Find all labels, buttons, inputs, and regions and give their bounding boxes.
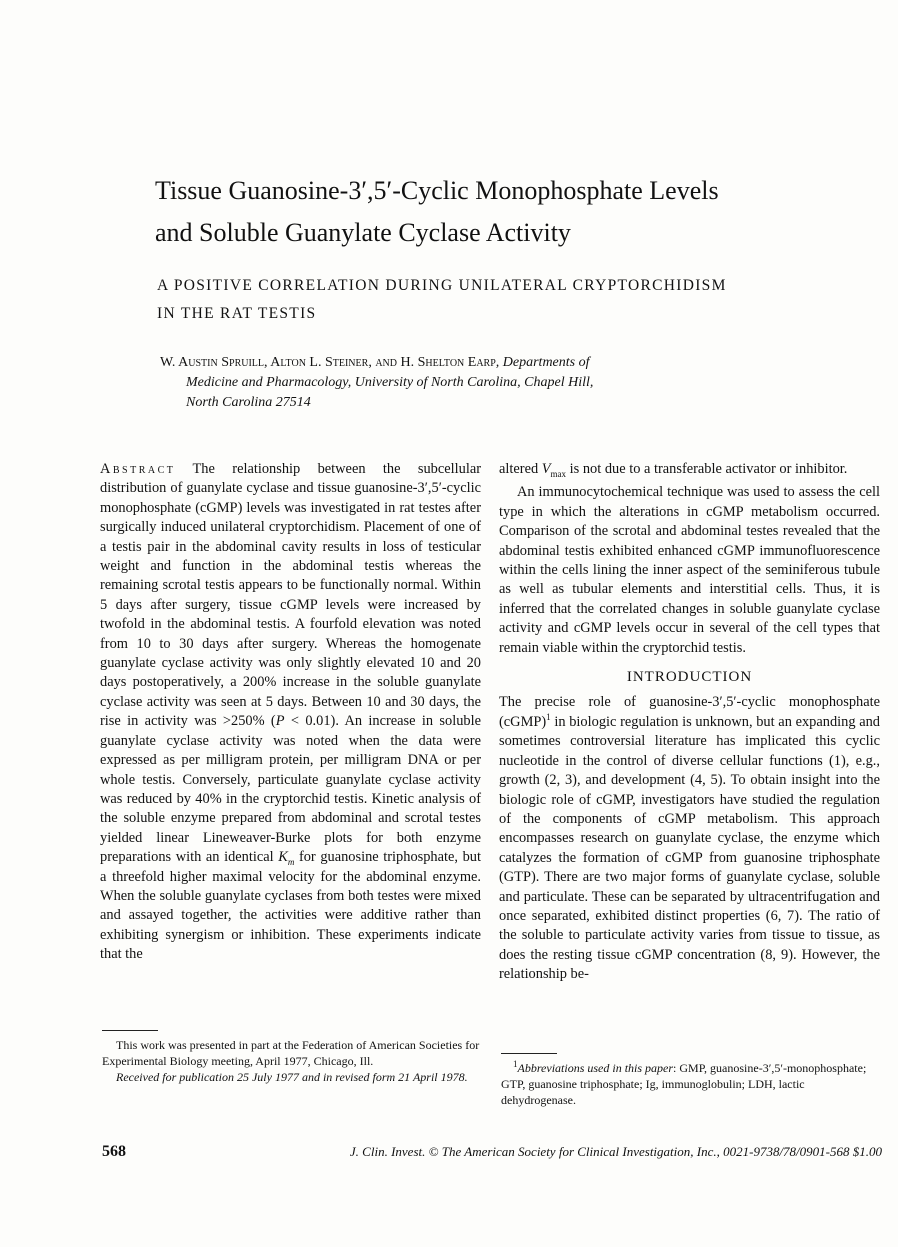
author-3-given: , and H. [368,355,418,370]
subtitle-line-1: A POSITIVE CORRELATION DURING UNILATERAL CRYPTORCHIDISM [157,277,727,294]
article-subtitle [157,272,857,328]
affiliation-part-1: , Departments of [495,355,590,370]
right-column [499,460,880,985]
introduction-heading: INTRODUCTION [626,669,753,686]
affiliation-line-3: North Carolina 27514 [186,395,311,410]
author-block [160,353,780,413]
footnote-divider-left [102,1030,158,1031]
subtitle-line-2: IN THE RAT TESTIS [157,305,317,322]
abstract-paragraph: Abstract The relationship between the subcellular distribution of guanylate cyclase and tissue guanosine-3′,5′-cyclic monophosphate (cGMP) levels was investigated in rat testes after surgically induced unilateral cryptorchidism. Placement of one of a testis pair in the abdominal cavity results in loss of testicular weight and function in the abdominal testis whereas the remaining scrotal testis appears to be functionally normal. Within 5 days after surgery, tissue cGMP levels were increased by twofold in the abdominal testis. A fourfold elevation was noted from 10 to 30 days after surgery. Whereas the homogenate guanylate cyclase activity was only slightly elevated 10 and 20 days postoperatively, a 200% increase in the soluble guanylate cyclase activity was seen at 5 days. Between 10 and 30 days, the rise in activity was >250% (P < 0.01). An increase in soluble guanylate cyclase activity was noted when the data were expressed as per milligram protein, per milligram DNA or per whole testis. Conversely, particulate guanylate cyclase activity was reduced by 40% in the cryptorchid testis. Kinetic analysis of the soluble enzyme prepared from abdominal and scrotal testes yielded linear Lineweaver-Burke plots for both enzyme preparations with an identical $K_m$ for guanosine triphosphate, but a threefold higher maximal velocity for the abdominal enzyme. When the soluble guanylate cyclases from both testes were mixed and assayed together, the activities were additive rather than exhibiting synergism or inhibition. These experiments indicate that the [100,461,481,963]
page-number: 568 [102,1143,126,1160]
author-line-1 [160,353,780,373]
title-line-1: Tissue Guanosine-3′,5′-Cyclic Monophosphate Levels [155,176,719,205]
title-line-2: and Soluble Guanylate Cyclase Activity [155,218,571,247]
author-3-surname: Shelton Earp [417,355,496,370]
footnote-abbreviations: $^1$Abbreviations used in this paper: GMP, guanosine-3′,5′-monophosphate; GTP, guanosine triphosphate; Ig, immunoglobulin; LDH, lactic dehydrogenase. [501,1059,867,1107]
journal-citation: J. Clin. Invest. © The American Society for Clinical Investigation, Inc., 0021-9738/78/0901-568 $1.00 [349,1144,882,1159]
author-2-surname: Steiner [324,355,369,370]
footnote-divider-right [501,1053,557,1054]
author-1-surname: Spruill [221,355,265,370]
footnotes-right [501,1060,881,1108]
footnotes-left [102,1037,482,1085]
abstract-label: Abstract [100,461,176,477]
introduction-paragraph: The precise role of guanosine-3′,5′-cyclic monophosphate (cGMP)$^1$ in biologic regulation is unknown, but an expanding and sometimes controversial literature has implicated this cyclic nucleotide in the control of diverse cellular functions (1), e.g., growth (2, 3), and development (4, 5). To obtain insight into the biologic role of cGMP, investigators have studied the regulation of the components of cGMP metabolism. This approach encompasses research on guanylate cyclase, the enzyme which catalyzes the formation of cGMP from guanosine triphosphate (GTP). There are two major forms of guanylate cyclase, soluble and particulate. These can be separated by ultracentrifugation and once separated, exhibited distinct properties (6, 7). The ratio of the soluble to particulate activity varies from tissue to tissue, as does the resting tissue cGMP concentration (8, 9). However, the relationship be- [499,694,880,983]
abstract-paragraph-2: An immunocytochemical technique was used to assess the cell type in which the alterations in cGMP metabolism occurred. Comparison of the scrotal and abdominal testes revealed that the abdominal testis exhibited enhanced cGMP immunofluorescence within the cells lining the inner aspect of the seminiferous tubule as well as tubular elements and interstitial cells. Thus, it is inferred that the correlated changes in soluble guanylate cyclase activity and cGMP levels occur in several of the cell types that remain viable within the cryptorchid testis. [499,484,880,656]
footnote-presentation: This work was presented in part at the Federation of American Societies for Experimental Biology meeting, April 1977, Chicago, Ill. [102,1038,480,1068]
affiliation-line-2: Medicine and Pharmacology, University of North Carolina, Chapel Hill, [186,375,594,390]
article-title [155,170,875,254]
footnote-received: Received for publication 25 July 1977 and in revised form 21 April 1978. [116,1070,468,1084]
author-2-given: , Alton L. [264,355,325,370]
abstract-continuation: altered $V_{max}$ is not due to a transferable activator or inhibitor. [499,461,848,479]
author-1-given: W. Austin [160,355,222,370]
left-column [100,460,481,965]
